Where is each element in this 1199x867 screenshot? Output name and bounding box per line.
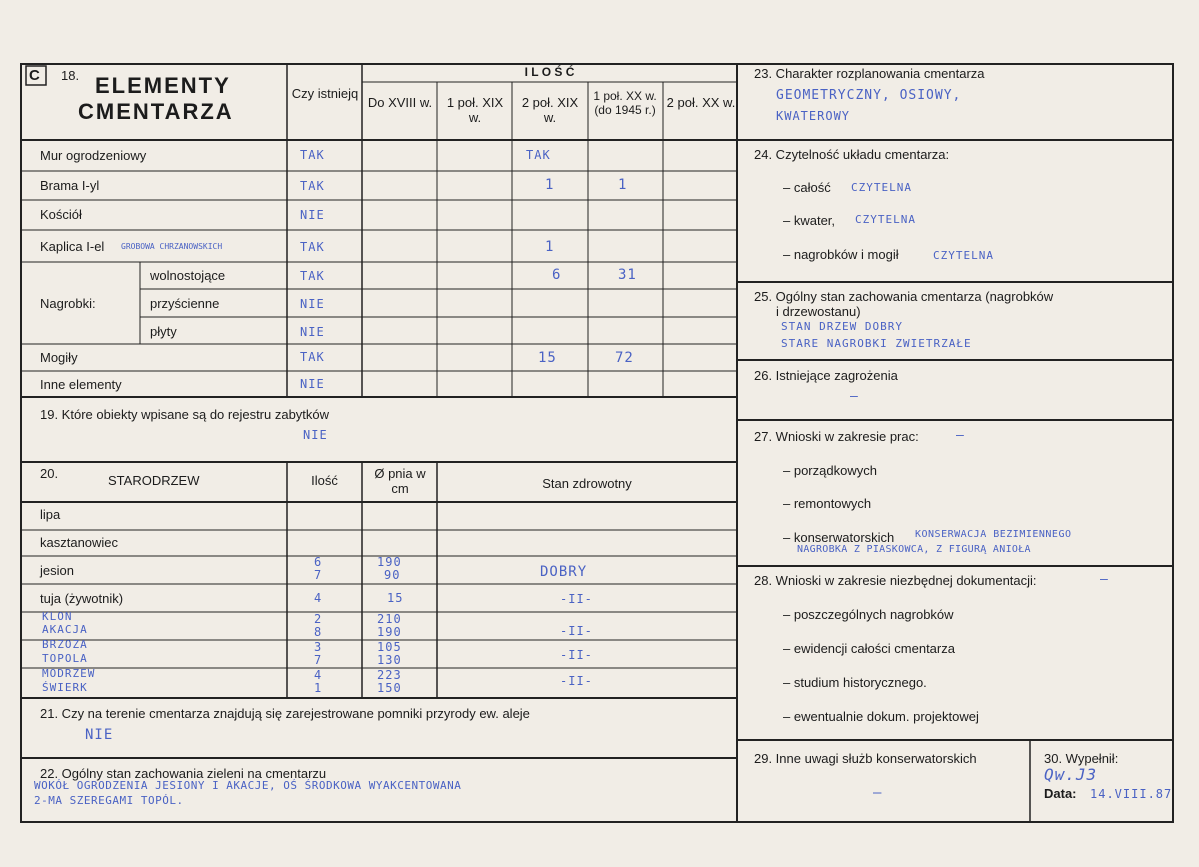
exists-other: NIE xyxy=(300,377,325,391)
tree-dia-jesion-2: 90 xyxy=(384,568,401,582)
section-23-line2: KWATEROWY xyxy=(776,109,851,123)
row-label-chapel: Kaplica I-el xyxy=(40,239,105,254)
col-header-1-xx: 1 poł. XX w. (do 1945 r.) xyxy=(593,89,657,117)
tree-qty-tuja: 4 xyxy=(314,591,323,605)
row-label-mounds: Mogiły xyxy=(40,350,78,365)
row-label-wall: Mur ogrodzeniowy xyxy=(40,148,147,163)
qty-mounds-2xix: 15 xyxy=(538,350,557,366)
docs-whole-cemetery: – ewidencji całości cmentarza xyxy=(783,641,955,656)
works-cleaning: – porządkowych xyxy=(783,463,877,478)
qty-freestanding-1xx: 31 xyxy=(618,267,637,283)
tree-name-akacja: AKACJA xyxy=(42,623,88,636)
row-label-graves: Nagrobki: xyxy=(40,296,96,311)
exists-gate: TAK xyxy=(300,179,325,193)
col-header-1-xix: 1 poł. XIX w. xyxy=(446,95,504,125)
qty-freestanding-2xix: 6 xyxy=(552,267,562,283)
tree-name-klon: KLON xyxy=(42,610,73,623)
conservation-note-line2: NAGROBKA Z PIASKOWCA, Z FIGURĄ ANIOŁA xyxy=(797,544,1031,555)
tree-qty-modrzew: 4 xyxy=(314,668,323,682)
qty-mounds-1xx: 72 xyxy=(615,350,634,366)
legibility-quarters-label: – kwater, xyxy=(783,213,836,228)
tree-name-modrzew: MODRZEW xyxy=(42,667,96,680)
legibility-graves-label: – nagrobków i mogił xyxy=(783,247,899,262)
qty-gate-2xix: 1 xyxy=(545,177,555,193)
section-30-label: 30. Wypełnił: xyxy=(1044,751,1119,766)
section-20-number: 20. xyxy=(40,466,59,481)
section-25-label-line2: i drzewostanu) xyxy=(776,304,861,319)
section-22-line1: WOKÓŁ OGRODZENIA JESIONY I AKACJE, OŚ ŚRODKOWA WYAKCENTOWANA xyxy=(34,779,462,792)
tree-name-brzoza: BRZOZA xyxy=(42,638,88,651)
section-27-label: 27. Wnioski w zakresie prac: xyxy=(754,429,919,444)
section-21-value: NIE xyxy=(85,727,114,743)
tree-dia-klon: 210 xyxy=(377,612,402,626)
tree-name-lipa: lipa xyxy=(40,507,61,522)
date-value: 14.VIII.87 xyxy=(1090,787,1173,801)
tree-qty-akacja: 8 xyxy=(314,625,323,639)
docs-project: – ewentualnie dokum. projektowej xyxy=(783,709,979,724)
exists-chapel: TAK xyxy=(300,240,325,254)
row-label-wall-mounted: przyścienne xyxy=(150,296,220,311)
signature: Qw.J3 xyxy=(1044,765,1098,784)
section-27-dash: — xyxy=(956,428,965,443)
docs-individual-graves: – poszczególnych nagrobków xyxy=(783,607,954,622)
section-26-value: — xyxy=(850,389,859,404)
date-label: Data: xyxy=(1044,786,1077,801)
tree-dia-tuja: 15 xyxy=(387,591,404,605)
qty-gate-1xx: 1 xyxy=(618,177,628,193)
col-header-2-xx: 2 poł. XX w. xyxy=(666,95,736,110)
row-label-other: Inne elementy xyxy=(40,377,122,392)
section-23-line1: GEOMETRYCZNY, OSIOWY, xyxy=(776,88,962,103)
tree-state-klon: -II- xyxy=(560,624,593,638)
section-20-title: STARODRZEW xyxy=(108,473,200,488)
exists-church: NIE xyxy=(300,208,325,222)
row-label-freestanding: wolnostojące xyxy=(150,268,226,283)
tree-name-kasztanowiec: kasztanowiec xyxy=(40,535,119,550)
section-29-value: — xyxy=(873,785,883,801)
tree-dia-swierk: 150 xyxy=(377,681,402,695)
row-label-slabs: płyty xyxy=(150,324,177,339)
exists-slabs: NIE xyxy=(300,325,325,339)
chapel-note: GROBOWA CHRZANOWSKICH xyxy=(121,242,223,251)
section-23-label: 23. Charakter rozplanowania cmentarza xyxy=(754,66,985,81)
col-header-2-xix: 2 poł. XIX w. xyxy=(521,95,579,125)
docs-historical-study: – studium historycznego. xyxy=(783,675,927,690)
tree-dia-jesion-1: 190 xyxy=(377,555,402,569)
tree-name-topola: TOPOLA xyxy=(42,652,88,665)
section-18-number: 18. xyxy=(61,68,80,83)
legibility-quarters-value: CZYTELNA xyxy=(855,213,916,226)
legibility-whole-label: – całość xyxy=(783,180,831,195)
section-28-dash: — xyxy=(1100,572,1109,587)
tree-state-tuja: -II- xyxy=(560,592,593,606)
section-letter: C xyxy=(29,67,40,84)
section-26-label: 26. Istniejące zagrożenia xyxy=(754,368,898,383)
section-21-label: 21. Czy na terenie cmentarza znajdują się zarejestrowane pomniki przyrody ew. aleje xyxy=(40,706,530,721)
legibility-graves-value: CZYTELNA xyxy=(933,249,994,262)
section-19-label: 19. Które obiekty wpisane są do rejestru zabytków xyxy=(40,407,330,422)
quantity-header: I L O Ś Ć xyxy=(524,65,575,79)
tree-dia-topola: 130 xyxy=(377,653,402,667)
exists-wall: TAK xyxy=(300,148,325,162)
section-22-label: 22. Ogólny stan zachowania zieleni na cmentarzu xyxy=(40,766,327,781)
section-18-title-line1: ELEMENTY xyxy=(95,73,231,98)
tree-name-tuja: tuja (żywotnik) xyxy=(40,591,124,606)
tree-state-modrzew: -II- xyxy=(560,674,593,688)
qty-wall-2xix: TAK xyxy=(526,148,551,162)
section-25-label-line1: 25. Ogólny stan zachowania cmentarza (nagrobków xyxy=(754,289,1054,304)
trees-diameter-header: Ø pnia w cm xyxy=(374,466,426,496)
tree-state-brzoza: -II- xyxy=(560,648,593,662)
col-header-xviii: Do XVIII w. xyxy=(367,95,433,110)
tree-qty-jesion-2: 7 xyxy=(314,568,323,582)
works-conservation: – konserwatorskich xyxy=(783,530,895,545)
trees-health-header: Stan zdrowotny xyxy=(542,476,632,491)
tree-dia-brzoza: 105 xyxy=(377,640,402,654)
tree-state-jesion: DOBRY xyxy=(540,564,588,580)
legibility-whole-value: CZYTELNA xyxy=(851,181,912,194)
tree-qty-topola: 7 xyxy=(314,653,323,667)
exists-freestanding: TAK xyxy=(300,269,325,283)
section-19-value: NIE xyxy=(303,428,328,442)
section-25-line1: STAN DRZEW DOBRY xyxy=(781,320,903,333)
row-label-church: Kościół xyxy=(40,207,82,222)
tree-qty-jesion-1: 6 xyxy=(314,555,323,569)
tree-qty-brzoza: 3 xyxy=(314,640,323,654)
section-28-label: 28. Wnioski w zakresie niezbędnej dokumentacji: xyxy=(754,573,1037,588)
section-24-label: 24. Czytelność układu cmentarza: xyxy=(754,147,950,162)
section-22-line2: 2-MA SZEREGAMI TOPÓL. xyxy=(34,794,184,807)
tree-name-swierk: ŚWIERK xyxy=(42,681,88,694)
section-25-line2: STARE NAGROBKI ZWIETRZAŁE xyxy=(781,337,972,350)
trees-qty-header: Ilość xyxy=(311,473,338,488)
section-29-label: 29. Inne uwagi służb konserwatorskich xyxy=(754,751,977,766)
section-18-title-line2: CMENTARZA xyxy=(78,99,234,124)
exists-wall-mounted: NIE xyxy=(300,297,325,311)
works-repair: – remontowych xyxy=(783,496,872,511)
tree-qty-klon: 2 xyxy=(314,612,323,626)
tree-dia-akacja: 190 xyxy=(377,625,402,639)
row-label-gate: Brama I-yl xyxy=(40,178,100,193)
conservation-note-line1: KONSERWACJA BEZIMIENNEGO xyxy=(915,529,1072,540)
qty-chapel-2xix: 1 xyxy=(545,239,555,255)
exists-header: Czy istniejq xyxy=(291,86,359,101)
tree-dia-modrzew: 223 xyxy=(377,668,402,682)
tree-name-jesion: jesion xyxy=(40,563,74,578)
tree-qty-swierk: 1 xyxy=(314,681,323,695)
exists-mounds: TAK xyxy=(300,350,325,364)
